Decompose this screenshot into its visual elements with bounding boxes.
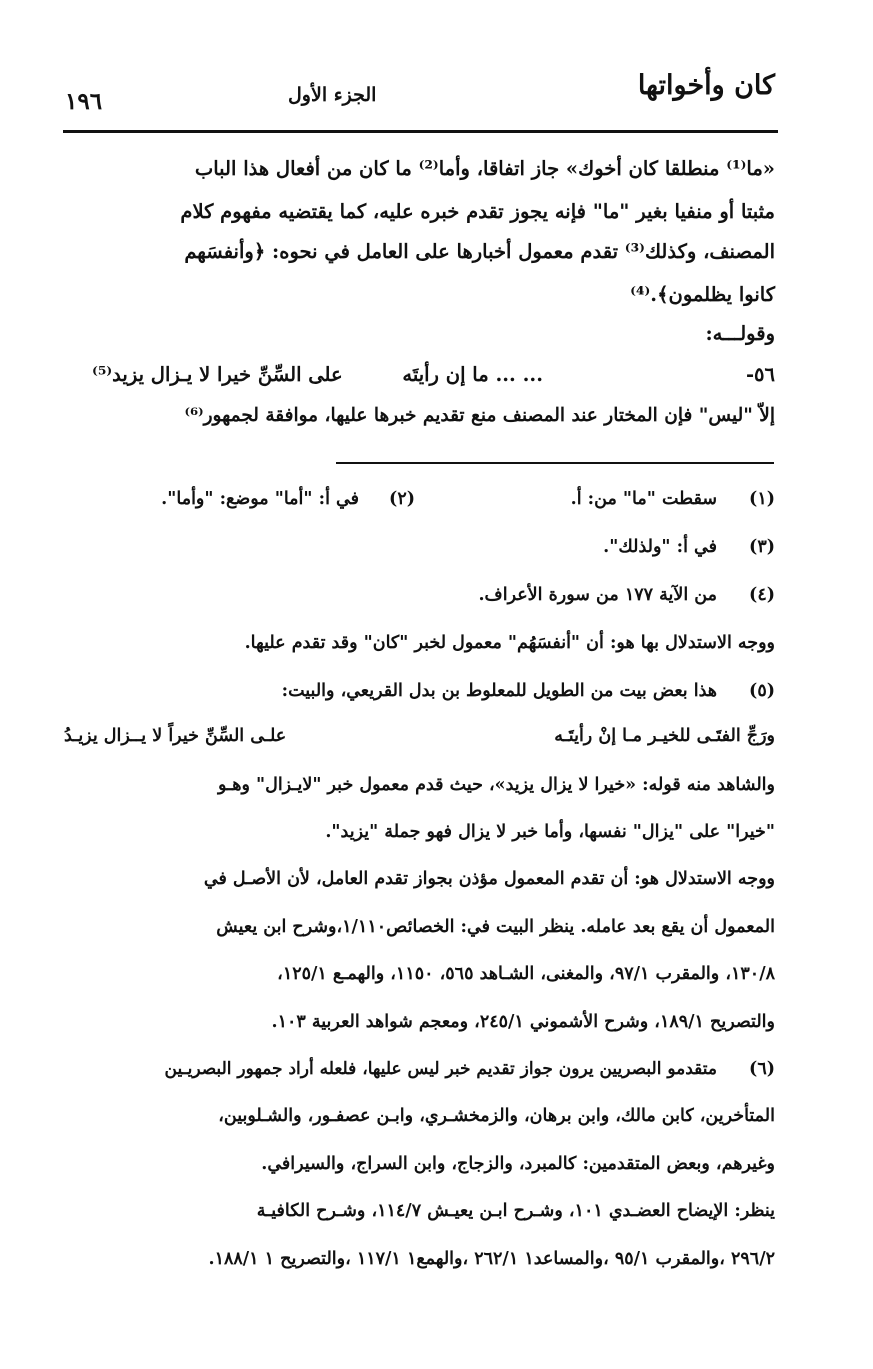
verse-first-half: ... ... ما إن رأيتَه: [402, 363, 543, 386]
footnote-line: والشاهد منه قوله: «خيرا لا يزال يزيد»، حيث قدم معمول خبر "لايـزال" وهـو: [218, 775, 775, 795]
footnote-text: سقطت "ما" من: أ.: [570, 489, 717, 509]
body-line: المصنف، وكذلك⁽³⁾ تقدم معمول أخبارها على العامل في نحوه: ﴿وأنفسَهم: [184, 240, 775, 263]
footnote-number: (٤): [749, 585, 775, 605]
body-line: إلاّ "ليس" فإن المختار عند المصنف منع تقديم خبرها عليها، موافقة لجمهور⁽⁶⁾: [184, 405, 775, 426]
body-line: كانوا يظلمون﴾.⁽⁴⁾: [630, 283, 775, 306]
verse-second-half: على السِّنِّ خيرا لا يـزال يزيد⁽⁵⁾: [92, 363, 343, 386]
footnote-line: ٢٩٦/٢ ،والمقرب ٩٥/١ ،والمساعد١ ٢٦٢/١ ،والهمع١ ١١٧/١ ،والتصريح ١ ١٨٨/١.: [208, 1249, 775, 1269]
footnote-text: من الآية ١٧٧ من سورة الأعراف.: [478, 585, 717, 605]
footnote-line: ووجه الاستدلال بها هو: أن "أنفسَهُم" معمول لخبر "كان" وقد تقدم عليها.: [244, 633, 775, 653]
footnote-line: ١٣٠/٨، والمقرب ٩٧/١، والمغنى، الشـاهد ٥٦٥، ١١٥٠، والهمـع ١٢٥/١،: [277, 964, 775, 984]
running-title: كان وأخواتها: [637, 70, 775, 101]
footnote-verse-second: علـى السِّنِّ خيراً لا يــزال يزيـدُ: [64, 726, 287, 746]
header-rule: [63, 130, 778, 133]
footnote-line: المعمول أن يقع بعد عامله. ينظر البيت في: الخصائص١/١١٠،وشرح ابن يعيش: [216, 917, 775, 937]
footnote-text: في أ: "ولذلك".: [603, 537, 717, 557]
body-line: وقولـــه:: [705, 322, 775, 345]
footnote-line: "خيرا" على "يزال" نفسها، وأما خبر لا يزال فهو جملة "يزيد".: [325, 822, 775, 842]
volume-label: الجزء الأول: [288, 84, 377, 106]
footnote-text: متقدمو البصريين يرون جواز تقديم خبر ليس عليها، فلعله أراد جمهور البصريـين: [164, 1059, 717, 1079]
footnote-line: ينظر: الإيضاح العضـدي ١٠١، وشـرح ابـن يعيـش ١١٤/٧، وشـرح الكافيـة: [256, 1201, 775, 1221]
footnote-number: (١): [749, 489, 775, 509]
footnote-number: (٦): [749, 1059, 775, 1079]
body-line: «ما⁽¹⁾ منطلقا كان أخوك» جاز اتفاقا، وأما⁽²⁾ ما كان من أفعال هذا الباب: [194, 157, 775, 180]
footnote-text: في أ: "أما" موضع: "وأما".: [161, 489, 359, 509]
footnote-line: والتصريح ١٨٩/١، وشرح الأشموني ٢٤٥/١، ومعجم شواهد العربية ١٠٣.: [271, 1012, 775, 1032]
footnote-number: (٢): [389, 489, 415, 509]
body-line: مثبتا أو منفيا بغير "ما" فإنه يجوز تقدم خبره عليه، كما يقتضيه مفهوم كلام: [180, 200, 775, 223]
footnote-line: ووجه الاستدلال هو: أن تقدم المعمول مؤذن بجواز تقدم العامل، لأن الأصـل في: [203, 869, 775, 889]
verse-number: ٥٦-: [745, 363, 775, 386]
footnote-line: المتأخرين، كابن مالك، وابن برهان، والزمخشـري، وابـن عصفـور، والشـلوبين،: [218, 1106, 775, 1126]
footnote-verse-first: ورَجِّ الفتَـى للخيـر مـا إنْ رأيتَـه: [554, 726, 775, 746]
footnote-line: وغيرهم، وبعض المتقدمين: كالمبرد، والزجاج، وابن السراج، والسيرافي.: [261, 1154, 775, 1174]
footnote-text: هذا بعض بيت من الطويل للمعلوط بن بدل القريعي، والبيت:: [281, 681, 717, 701]
footnote-number: (٣): [749, 537, 775, 557]
footnote-number: (٥): [749, 681, 775, 701]
footnote-separator: [336, 462, 774, 464]
page-number: ١٩٦: [65, 88, 103, 115]
